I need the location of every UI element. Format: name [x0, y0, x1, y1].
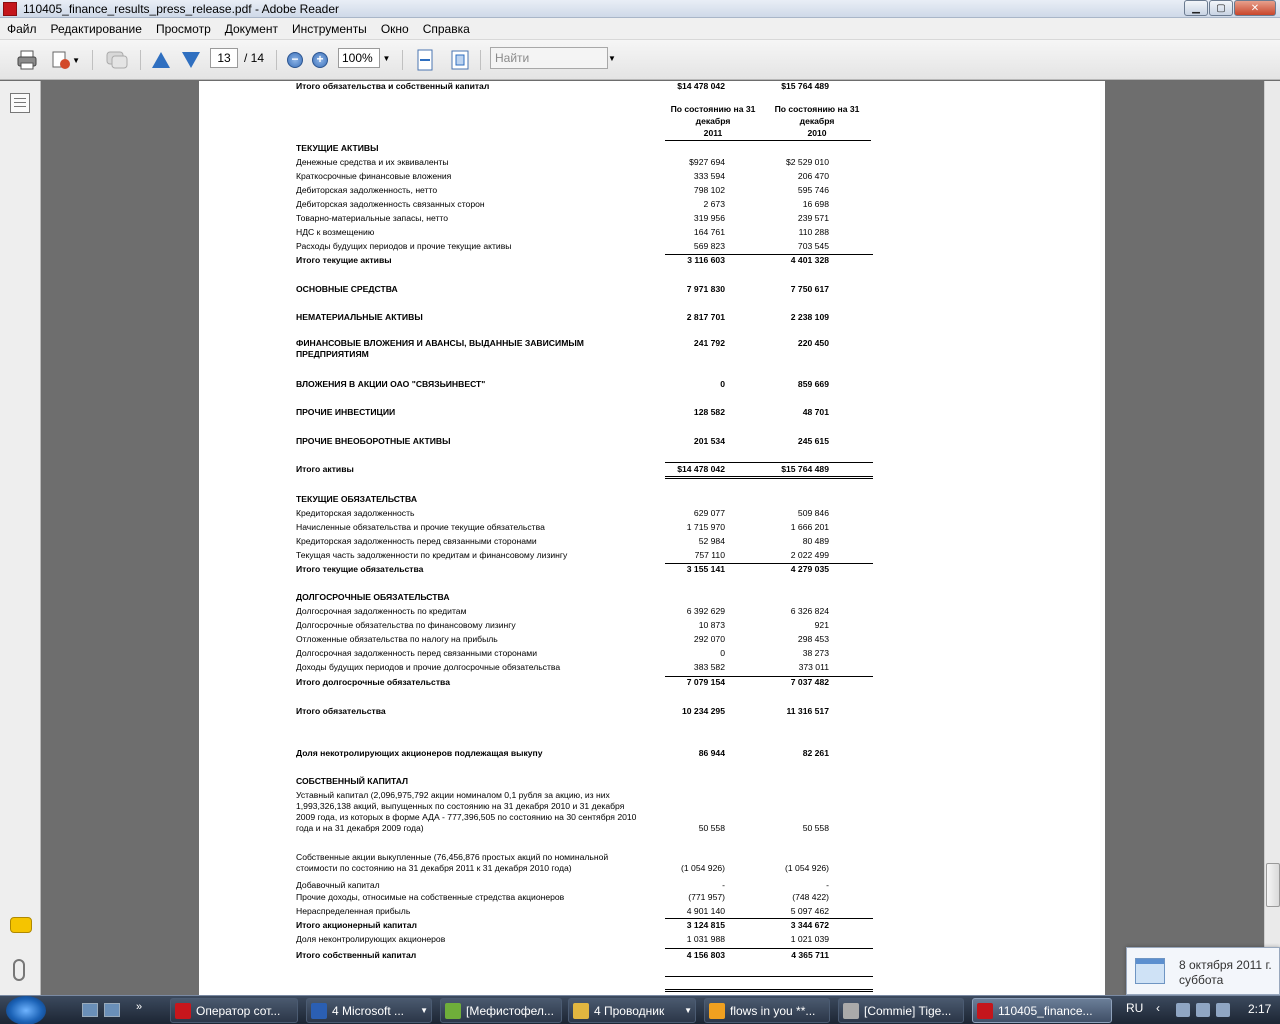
- header-rule: [665, 140, 871, 141]
- value-2010: 921: [814, 620, 829, 630]
- clock[interactable]: 2:17: [1248, 1002, 1272, 1016]
- header-line: По состоянию на 31: [670, 104, 756, 114]
- taskbar: [0, 995, 1280, 1024]
- row-label: Кредиторская задолженность: [296, 508, 415, 518]
- row-label: Итого долгосрочные обязательства: [296, 677, 450, 687]
- fit-width-icon: [415, 49, 435, 71]
- tray-expand-icon[interactable]: ‹: [1156, 1001, 1160, 1015]
- app-icon: [977, 1003, 993, 1019]
- value-2010: $15 764 489: [781, 464, 829, 474]
- zoom-dropdown-button[interactable]: [380, 48, 393, 68]
- value-2011: 292 070: [693, 634, 725, 644]
- system-tray: [1120, 996, 1280, 1024]
- value-2011: 2 817 701: [686, 312, 725, 322]
- date-notification[interactable]: [1126, 947, 1280, 995]
- value-2010: 206 470: [797, 171, 829, 181]
- notification-day: суббота: [1179, 973, 1224, 987]
- taskbar-button-label: 110405_finance...: [998, 1003, 1093, 1018]
- row-label: Товарно-материальные запасы, нетто: [296, 213, 449, 223]
- row-label: НЕМАТЕРИАЛЬНЫЕ АКТИВЫ: [296, 312, 423, 322]
- value-2010: 509 846: [797, 508, 829, 518]
- value-2010: 245 615: [797, 436, 829, 446]
- value-2010: 373 011: [798, 662, 829, 672]
- row-label: ПРОЧИЕ ИНВЕСТИЦИИ: [296, 407, 396, 417]
- value-2011: 52 984: [698, 536, 725, 546]
- value-2011: 6 392 629: [686, 606, 725, 616]
- value-2011: 0: [720, 648, 725, 658]
- double-rule: [769, 478, 873, 479]
- taskbar-button[interactable]: [306, 998, 432, 1023]
- value-2011: 86 944: [698, 748, 725, 758]
- minimize-button[interactable]: ▁: [1184, 0, 1208, 16]
- row-label: Дебиторская задолженность связанных сторон: [296, 199, 485, 209]
- volume-icon[interactable]: [1196, 1003, 1210, 1017]
- quicklaunch-chevron-icon[interactable]: »: [136, 1001, 143, 1013]
- start-button[interactable]: [6, 996, 46, 1024]
- notification-date: 8 октября 2011 г.: [1179, 958, 1272, 972]
- taskbar-button[interactable]: [704, 998, 830, 1023]
- value-2011: 3 155 141: [686, 564, 725, 574]
- document-view[interactable]: [42, 81, 1264, 995]
- close-button[interactable]: ✕: [1234, 0, 1276, 16]
- value-2010: 38 273: [802, 648, 829, 658]
- value-2011: 0: [720, 379, 725, 389]
- row-label: ДОЛГОСРОЧНЫЕ ОБЯЗАТЕЛЬСТВА: [296, 592, 450, 602]
- page-number-input[interactable]: 13: [210, 48, 238, 68]
- language-indicator[interactable]: RU: [1126, 1001, 1144, 1015]
- taskbar-button[interactable]: [972, 998, 1112, 1023]
- value-2010: -: [826, 880, 829, 890]
- value-2010: 239 571: [797, 213, 829, 223]
- double-rule: [769, 989, 873, 990]
- value-2010: 595 746: [797, 185, 829, 195]
- arrow-down-icon: [182, 52, 200, 68]
- double-rule: [665, 478, 769, 479]
- arrow-up-icon: [152, 52, 170, 68]
- total-rule: [769, 948, 873, 949]
- find-input[interactable]: Найти: [490, 47, 608, 69]
- value-2010: 110 288: [798, 227, 829, 237]
- row-label: СОБСТВЕННЫЙ КАПИТАЛ: [296, 776, 409, 786]
- value-2010: 703 545: [797, 241, 829, 251]
- menu-view[interactable]: Просмотр: [155, 21, 211, 36]
- value-2011: 3 116 603: [687, 255, 725, 265]
- value-2011: (1 054 926): [681, 863, 725, 873]
- value-2011: 201 534: [693, 436, 725, 446]
- double-rule: [665, 991, 769, 992]
- print-button[interactable]: [14, 48, 40, 72]
- total-rule: [665, 563, 769, 564]
- header-line: 2010: [807, 128, 827, 138]
- value-2011: 7 079 154: [686, 677, 725, 687]
- value-2010: 298 453: [797, 634, 829, 644]
- previous-page-button[interactable]: [150, 48, 172, 72]
- value-2010: 1 021 039: [790, 934, 829, 944]
- menu-edit[interactable]: Редактирование: [50, 21, 142, 36]
- menu-window[interactable]: Окно: [380, 21, 409, 36]
- value-2010: 4 365 711: [791, 950, 829, 960]
- taskbar-button-label: 4 Проводник: [594, 1003, 665, 1018]
- row-label: Нераспределенная прибыль: [296, 906, 411, 916]
- value-2010: 859 669: [797, 379, 829, 389]
- taskbar-button-label: [Commie] Tige...: [864, 1003, 952, 1018]
- comment-balloon-icon: [105, 49, 129, 71]
- value-2010: 1 666 201: [790, 522, 829, 532]
- value-2011: 383 582: [693, 662, 725, 672]
- row-label: Долгосрочная задолженность по кредитам: [296, 606, 467, 616]
- network-icon[interactable]: [1176, 1003, 1190, 1017]
- chevron-down-icon: ▼: [420, 1006, 428, 1015]
- value-2011: 629 077: [693, 508, 725, 518]
- total-rule: [769, 462, 873, 463]
- header-line: 2011: [703, 128, 723, 138]
- toolbar: [0, 40, 1280, 80]
- row-label: ВЛОЖЕНИЯ В АКЦИИ ОАО "СВЯЗЬИНВЕСТ": [296, 379, 486, 389]
- value-2011: 4 156 803: [686, 950, 725, 960]
- row-label: Дебиторская задолженность, нетто: [296, 185, 438, 195]
- taskbar-button-label: flows in you **...: [730, 1003, 816, 1018]
- chevron-down-icon: ▼: [608, 53, 616, 63]
- row-label: Доходы будущих периодов и прочие долгосрочные обязательства: [296, 662, 561, 672]
- value-2010: 7 037 482: [790, 677, 829, 687]
- share-button[interactable]: ▼: [50, 48, 80, 72]
- app-icon: [445, 1003, 461, 1019]
- menu-document[interactable]: Документ: [224, 21, 278, 36]
- show-desktop-icon[interactable]: [82, 1003, 98, 1017]
- zoom-out-button[interactable]: [286, 48, 304, 72]
- value-2011: $927 694: [689, 157, 725, 167]
- row-label: Долгосрочные обязательства по финансовому лизингу: [296, 620, 516, 630]
- title-bar: [0, 0, 1280, 18]
- value-2010: 82 261: [802, 748, 829, 758]
- value-2011: 241 792: [693, 338, 725, 348]
- row-label: Итого акционерный капитал: [296, 920, 417, 930]
- row-label: ПРОЧИЕ ВНЕОБОРОТНЫЕ АКТИВЫ: [296, 436, 451, 446]
- scrollbar-thumb[interactable]: [1266, 863, 1280, 907]
- value-2011: 164 761: [693, 227, 725, 237]
- switch-windows-icon[interactable]: [104, 1003, 120, 1017]
- column-header-2010: [765, 103, 869, 139]
- printer-icon: [16, 49, 38, 71]
- menu-bar: [0, 18, 1280, 40]
- app-icon: [709, 1003, 725, 1019]
- total-rule: [665, 918, 769, 919]
- chevron-down-icon: ▼: [382, 53, 391, 63]
- value-2011: 7 971 830: [686, 284, 725, 294]
- app-icon: [175, 1003, 191, 1019]
- value-2011: 128 582: [693, 407, 725, 417]
- value-2010: 5 097 462: [790, 906, 829, 916]
- value-2010: (748 422): [792, 892, 829, 902]
- value-2011: 2 673: [703, 199, 725, 209]
- taskbar-button[interactable]: [568, 998, 696, 1023]
- next-page-button[interactable]: [180, 48, 202, 72]
- value-2011: 319 956: [693, 213, 725, 223]
- header-line: декабря: [799, 116, 835, 126]
- row-label: ТЕКУЩИЕ ОБЯЗАТЕЛЬСТВА: [296, 494, 418, 504]
- row-label: Текущая часть задолженности по кредитам и финансовому лизингу: [296, 550, 568, 560]
- total-rule: [769, 676, 873, 677]
- row-label: ТЕКУЩИЕ АКТИВЫ: [296, 143, 379, 153]
- plus-icon: +: [312, 52, 328, 68]
- maximize-button[interactable]: ▢: [1209, 0, 1233, 16]
- value-2010: (1 054 926): [785, 863, 829, 873]
- row-label: Итого активы: [296, 464, 354, 474]
- pdf-page: [199, 81, 1105, 995]
- menu-help[interactable]: Справка: [422, 21, 470, 36]
- value-2010: 4 401 328: [790, 255, 829, 265]
- value-2010: 48 701: [802, 407, 829, 417]
- value-2011: $14 478 042: [677, 81, 725, 91]
- row-label: Итого обязательства: [296, 706, 386, 716]
- row-label: Долгосрочная задолженность перед связанными сторонами: [296, 648, 538, 658]
- review-button[interactable]: [104, 48, 130, 72]
- value-2011: 757 110: [694, 550, 725, 560]
- value-2010: 80 489: [802, 536, 829, 546]
- window-title: 110405_finance_results_press_release.pdf - Adobe Reader: [23, 1, 339, 16]
- row-label: Добавочный капитал: [296, 880, 380, 890]
- value-2010: 220 450: [797, 338, 829, 348]
- navigation-panel: [0, 81, 41, 995]
- total-rule: [665, 948, 769, 949]
- calendar-icon: [1135, 958, 1165, 984]
- row-label: Денежные средства и их эквиваленты: [296, 157, 449, 167]
- double-rule: [665, 989, 769, 990]
- row-label: Отложенные обязательства по налогу на прибыль: [296, 634, 498, 644]
- value-2011: 10 234 295: [681, 706, 725, 716]
- taskbar-button-label: 4 Microsoft ...: [332, 1003, 405, 1018]
- row-label: Краткосрочные финансовые вложения: [296, 171, 452, 181]
- value-2011: 4 901 140: [686, 906, 725, 916]
- value-2011: 798 102: [693, 185, 725, 195]
- row-label: Итого обязательства и собственный капитал: [296, 81, 490, 91]
- chevron-down-icon: ▼: [684, 1006, 692, 1015]
- row-label: Итого собственный капитал: [296, 950, 417, 960]
- double-rule: [665, 476, 769, 477]
- value-2011: $14 478 042: [677, 464, 725, 474]
- row-label: Прочие доходы, относимые на собственные стредства акционеров: [296, 892, 565, 902]
- row-label: Кредиторская задолженность перед связанными сторонами: [296, 536, 537, 546]
- row-label: Собственные акции выкупленные (76,456,876 простых акций по номинальной стоимости по состоянию на 31 декабря 2011 к 31 декабря 2010 года): [296, 852, 609, 873]
- total-rule: [769, 563, 873, 564]
- value-2011: 50 558: [698, 823, 725, 833]
- row-label: Итого текущие активы: [296, 255, 392, 265]
- value-2011: 333 594: [693, 171, 725, 181]
- zoom-level-input[interactable]: 100%: [338, 48, 380, 68]
- comments-panel-icon[interactable]: [10, 917, 32, 933]
- row-label: Доля неконтролирующих акционеров: [296, 934, 446, 944]
- pages-panel-icon[interactable]: [10, 93, 30, 113]
- value-2010: 6 326 824: [790, 606, 829, 616]
- row-label: Итого текущие обязательства: [296, 564, 424, 574]
- total-rule: [769, 918, 873, 919]
- row-label: ФИНАНСОВЫЕ ВЛОЖЕНИЯ И АВАНСЫ, ВЫДАННЫЕ ЗАВИСИМЫМ ПРЕДПРИЯТИЯМ: [296, 338, 584, 359]
- value-2010: 3 344 672: [790, 920, 829, 930]
- double-rule: [769, 476, 873, 477]
- vertical-scrollbar[interactable]: [1264, 81, 1280, 995]
- value-2011: 1 031 988: [686, 934, 725, 944]
- value-2010: 2 238 109: [790, 312, 829, 322]
- app-icon: [311, 1003, 327, 1019]
- zoom-in-button[interactable]: [311, 48, 329, 72]
- total-rule: [665, 676, 769, 677]
- fit-page-icon: [450, 49, 470, 71]
- value-2011: 569 823: [693, 241, 725, 251]
- value-2010: 7 750 617: [790, 284, 829, 294]
- fit-page-button[interactable]: [448, 48, 472, 72]
- app-icon: [573, 1003, 589, 1019]
- value-2010: 11 316 517: [786, 706, 829, 716]
- adobe-reader-icon: [3, 2, 17, 16]
- row-label: Начисленные обязательства и прочие текущие обязательства: [296, 522, 545, 532]
- value-2010: 4 279 035: [790, 564, 829, 574]
- share-icon: [50, 49, 70, 71]
- taskbar-button-label: [Мефистофел...: [466, 1003, 554, 1018]
- attachments-paperclip-icon[interactable]: [13, 959, 25, 981]
- header-line: По состоянию на 31: [774, 104, 860, 114]
- value-2010: 16 698: [802, 199, 829, 209]
- menu-tools[interactable]: Инструменты: [291, 21, 367, 36]
- value-2011: 1 715 970: [686, 522, 725, 532]
- value-2010: 2 022 499: [790, 550, 829, 560]
- value-2010: 50 558: [802, 823, 829, 833]
- taskbar-button[interactable]: [838, 998, 964, 1023]
- value-2011: 10 873: [698, 620, 725, 630]
- value-2010: $2 529 010: [785, 157, 829, 167]
- taskbar-button-label: Оператор сот...: [196, 1003, 281, 1018]
- column-header-2011: [661, 103, 765, 139]
- minus-icon: −: [287, 52, 303, 68]
- total-rule: [665, 462, 769, 463]
- row-label: НДС к возмещению: [296, 227, 375, 237]
- value-2011: 3 124 815: [686, 920, 725, 930]
- app-icon: [843, 1003, 859, 1019]
- row-label: Доля некотролирующих акционеров подлежащая выкупу: [296, 748, 543, 758]
- value-2011: -: [722, 880, 725, 890]
- double-rule: [769, 991, 873, 992]
- menu-file[interactable]: Файл: [7, 21, 37, 36]
- taskbar-button[interactable]: [440, 998, 562, 1023]
- total-rule: [769, 976, 873, 977]
- antivirus-icon[interactable]: [1216, 1003, 1230, 1017]
- value-2010: $15 764 489: [781, 81, 829, 91]
- row-label: ОСНОВНЫЕ СРЕДСТВА: [296, 284, 398, 294]
- row-label: Уставный капитал (2,096,975,792 акции номиналом 0,1 рубля за акцию, из них 1,993,326,138 акций, выпущенных по состоянию на 31 декабря 2010 и 31 декабря 2009 года, из которых в форме АДА - 777,396,505 по состоянию на 30 сентября 2010 года и на 31 декабря 2009 года): [296, 790, 637, 833]
- header-line: декабря: [695, 116, 731, 126]
- fit-width-button[interactable]: [413, 48, 437, 72]
- value-2011: (771 957): [688, 892, 725, 902]
- taskbar-button[interactable]: [170, 998, 298, 1023]
- page-total-label: / 14: [244, 51, 265, 65]
- row-label: Расходы будущих периодов и прочие текущие активы: [296, 241, 512, 251]
- find-dropdown-button[interactable]: [606, 47, 618, 69]
- total-rule: [665, 976, 769, 977]
